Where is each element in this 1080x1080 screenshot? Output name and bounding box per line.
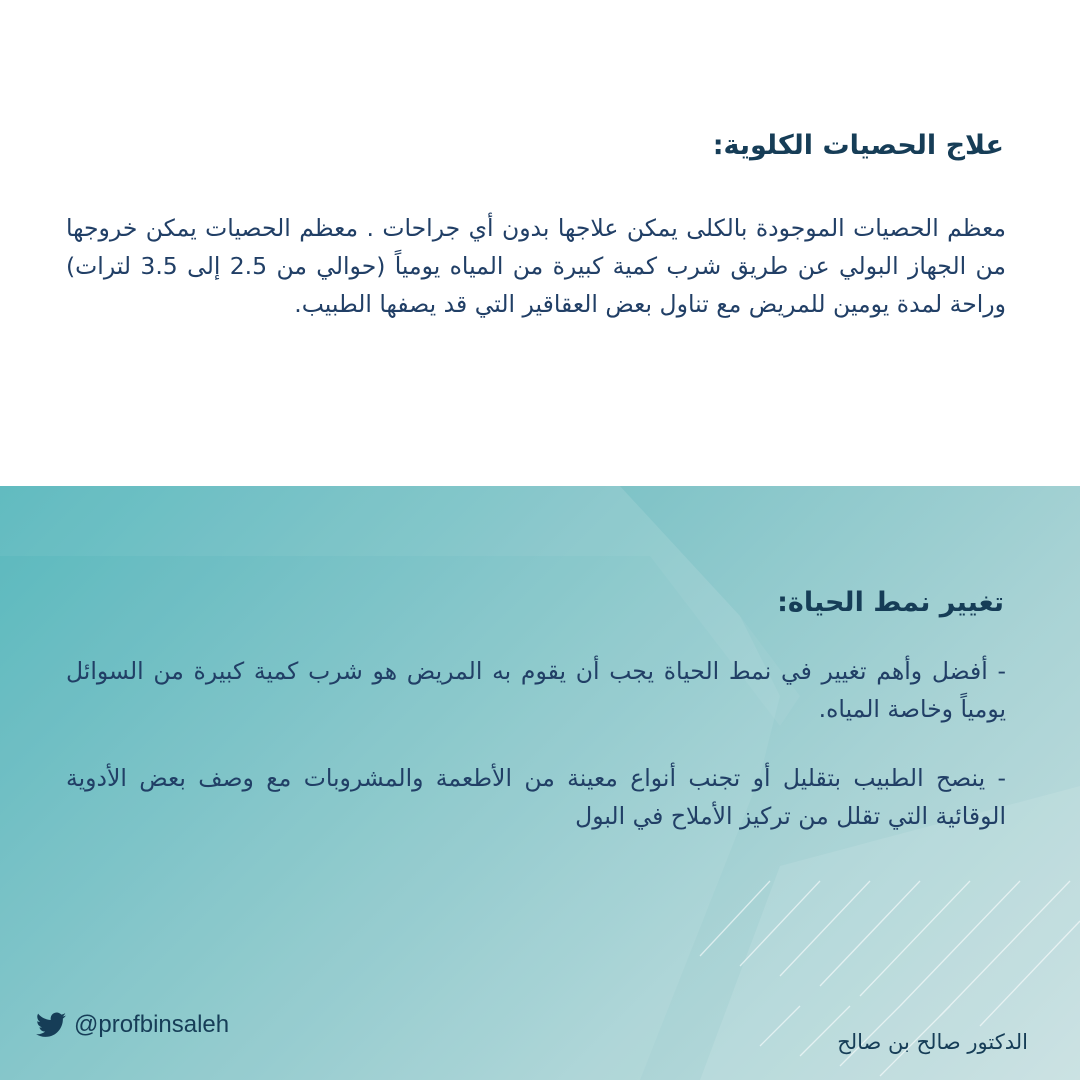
author-signature: الدكتور صالح بن صالح [837,1030,1028,1054]
kidney-stones-treatment-paragraph: معظم الحصيات الموجودة بالكلى يمكن علاجها بدون أي جراحات . معظم الحصيات يمكن خروجها من الجهاز البولي عن طريق شرب كمية كبيرة من المياه يومياً (حوالي من 2.5 إلى 3.5 لترات) وراحة لمدة يومين للمريض مع تناول بعض العقاقير التي قد يصفها الطبيب. [66,214,1006,318]
twitter-bird-icon [36,1012,66,1038]
twitter-handle-link[interactable] [36,1011,229,1039]
lifestyle-change-heading: تغيير نمط الحياة: [777,587,1004,618]
kidney-stones-treatment-heading: علاج الحصيات الكلوية: [712,130,1004,161]
lifestyle-bullet-2: - ينصح الطبيب بتقليل أو تجنب أنواع معينة من الأطعمة والمشروبات مع وصف بعض الأدوية الوقائية التي تقلل من تركيز الأملاح في البول [66,764,1006,830]
twitter-handle-text: @profbinsaleh [74,1011,230,1038]
lifestyle-bullet-1: - أفضل وأهم تغيير في نمط الحياة يجب أن يقوم به المريض هو شرب كمية كبيرة من السوائل يومياً وخاصة المياه. [66,657,1006,723]
